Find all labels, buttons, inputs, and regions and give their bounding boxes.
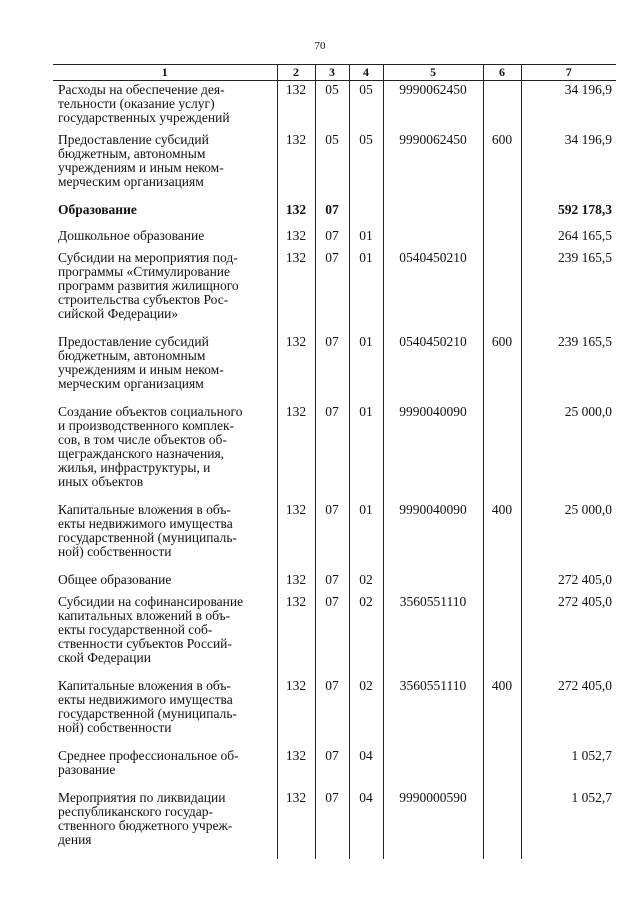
cell-section: 07 bbox=[315, 249, 349, 333]
cell-expense-type: 400 bbox=[483, 501, 521, 571]
row-name: Капитальные вложения в объ- екты недвижимого имущества государственной (муниципаль- ной) собственности bbox=[58, 677, 238, 735]
table-row bbox=[53, 201, 616, 227]
cell-expense-type bbox=[483, 81, 521, 131]
row-name: Капитальные вложения в объ- екты недвижимого имущества государственной (муниципаль- ной) собственности bbox=[58, 501, 238, 559]
cell-amount: 272 405,0 bbox=[521, 571, 616, 593]
row-name: Предоставление субсидий бюджетным, автономным учреждениям и иным неком- мерческим организациям bbox=[58, 333, 224, 391]
cell-section: 07 bbox=[315, 333, 349, 403]
cell-code: 132 bbox=[277, 501, 315, 571]
cell-subsection: 05 bbox=[349, 81, 383, 131]
row-name: Расходы на обеспечение дея- тельности (оказание услуг) государственных учреждений bbox=[58, 82, 230, 125]
cell-code: 132 bbox=[277, 747, 315, 789]
cell-section: 05 bbox=[315, 81, 349, 131]
column-header: 3 bbox=[315, 65, 349, 81]
cell-amount: 592 178,3 bbox=[521, 201, 616, 227]
table-body bbox=[53, 81, 616, 859]
row-name: Общее образование bbox=[58, 571, 172, 587]
cell-target-article: 9990000590 bbox=[383, 789, 483, 859]
cell-subsection: 01 bbox=[349, 249, 383, 333]
cell-subsection: 02 bbox=[349, 677, 383, 747]
cell-expense-type bbox=[483, 227, 521, 249]
cell-section: 07 bbox=[315, 747, 349, 789]
cell-code: 132 bbox=[277, 789, 315, 859]
cell-target-article: 0540450210 bbox=[383, 333, 483, 403]
table-row bbox=[53, 81, 616, 131]
cell-code: 132 bbox=[277, 333, 315, 403]
header-row bbox=[53, 65, 616, 81]
row-name: Предоставление субсидий бюджетным, автономным учреждениям и иным неком- мерческим организациям bbox=[58, 131, 224, 189]
cell-section: 07 bbox=[315, 789, 349, 859]
table-row bbox=[53, 333, 616, 403]
cell-target-article bbox=[383, 747, 483, 789]
table-row bbox=[53, 593, 616, 677]
cell-expense-type: 600 bbox=[483, 131, 521, 201]
cell-code: 132 bbox=[277, 403, 315, 501]
cell-expense-type bbox=[483, 789, 521, 859]
column-header: 7 bbox=[521, 65, 616, 81]
column-header: 5 bbox=[383, 65, 483, 81]
cell-code: 132 bbox=[277, 227, 315, 249]
cell-section: 05 bbox=[315, 131, 349, 201]
cell-subsection: 01 bbox=[349, 501, 383, 571]
cell-target-article: 0540450210 bbox=[383, 249, 483, 333]
cell-subsection: 02 bbox=[349, 593, 383, 677]
cell-section: 07 bbox=[315, 227, 349, 249]
cell-amount: 264 165,5 bbox=[521, 227, 616, 249]
cell-code: 132 bbox=[277, 571, 315, 593]
table-row bbox=[53, 227, 616, 249]
table-row bbox=[53, 403, 616, 501]
cell-amount: 25 000,0 bbox=[521, 403, 616, 501]
cell-section: 07 bbox=[315, 593, 349, 677]
cell-expense-type bbox=[483, 571, 521, 593]
page-number: 70 bbox=[314, 40, 326, 52]
cell-target-article bbox=[383, 227, 483, 249]
cell-expense-type: 600 bbox=[483, 333, 521, 403]
cell-code: 132 bbox=[277, 677, 315, 747]
cell-amount: 25 000,0 bbox=[521, 501, 616, 571]
cell-expense-type bbox=[483, 593, 521, 677]
cell-amount: 1 052,7 bbox=[521, 789, 616, 859]
cell-code: 132 bbox=[277, 131, 315, 201]
cell-code: 132 bbox=[277, 201, 315, 227]
column-header: 1 bbox=[53, 65, 277, 81]
cell-expense-type bbox=[483, 403, 521, 501]
cell-subsection: 02 bbox=[349, 571, 383, 593]
cell-expense-type bbox=[483, 249, 521, 333]
cell-code: 132 bbox=[277, 593, 315, 677]
column-header: 4 bbox=[349, 65, 383, 81]
budget-table bbox=[53, 64, 616, 859]
cell-section: 07 bbox=[315, 201, 349, 227]
row-name: Образование bbox=[58, 201, 137, 217]
cell-amount: 34 196,9 bbox=[521, 131, 616, 201]
cell-section: 07 bbox=[315, 501, 349, 571]
cell-target-article: 9990062450 bbox=[383, 131, 483, 201]
row-name: Субсидии на мероприятия под- программы «Стимулирование программ развития жилищного строительства субъектов Рос- сийской Федерации» bbox=[58, 249, 239, 321]
cell-target-article: 3560551110 bbox=[383, 677, 483, 747]
cell-subsection: 01 bbox=[349, 227, 383, 249]
cell-subsection: 01 bbox=[349, 333, 383, 403]
cell-subsection: 05 bbox=[349, 131, 383, 201]
cell-amount: 34 196,9 bbox=[521, 81, 616, 131]
table-row bbox=[53, 131, 616, 201]
cell-amount: 1 052,7 bbox=[521, 747, 616, 789]
cell-amount: 272 405,0 bbox=[521, 677, 616, 747]
table-row bbox=[53, 677, 616, 747]
cell-expense-type: 400 bbox=[483, 677, 521, 747]
table-row bbox=[53, 789, 616, 859]
cell-target-article: 9990040090 bbox=[383, 501, 483, 571]
cell-expense-type bbox=[483, 747, 521, 789]
table-row bbox=[53, 249, 616, 333]
row-name: Субсидии на софинансирование капитальных вложений в объ- екты государственной соб- ственности субъектов Россий- ской Федерации bbox=[58, 593, 244, 665]
row-name: Дошкольное образование bbox=[58, 227, 205, 243]
row-name: Мероприятия по ликвидации республиканского государ- ственного бюджетного учреж- дения bbox=[58, 789, 233, 847]
cell-subsection: 04 bbox=[349, 747, 383, 789]
cell-subsection: 04 bbox=[349, 789, 383, 859]
cell-target-article: 3560551110 bbox=[383, 593, 483, 677]
cell-section: 07 bbox=[315, 677, 349, 747]
cell-amount: 239 165,5 bbox=[521, 249, 616, 333]
table-row bbox=[53, 571, 616, 593]
cell-section: 07 bbox=[315, 403, 349, 501]
cell-target-article bbox=[383, 571, 483, 593]
cell-expense-type bbox=[483, 201, 521, 227]
cell-target-article bbox=[383, 201, 483, 227]
cell-target-article: 9990040090 bbox=[383, 403, 483, 501]
cell-amount: 272 405,0 bbox=[521, 593, 616, 677]
cell-section: 07 bbox=[315, 571, 349, 593]
column-header: 2 bbox=[277, 65, 315, 81]
cell-target-article: 9990062450 bbox=[383, 81, 483, 131]
cell-amount: 239 165,5 bbox=[521, 333, 616, 403]
cell-subsection: 01 bbox=[349, 403, 383, 501]
cell-code: 132 bbox=[277, 249, 315, 333]
table-row bbox=[53, 747, 616, 789]
cell-code: 132 bbox=[277, 81, 315, 131]
table-row bbox=[53, 501, 616, 571]
row-name: Создание объектов социального и производственного комплек- сов, в том числе объектов об- щегражданского назначения, жилья, инфраструктуры, и иных объектов bbox=[58, 403, 243, 489]
column-header: 6 bbox=[483, 65, 521, 81]
row-name: Среднее профессиональное об- разование bbox=[58, 747, 239, 777]
cell-subsection bbox=[349, 201, 383, 227]
